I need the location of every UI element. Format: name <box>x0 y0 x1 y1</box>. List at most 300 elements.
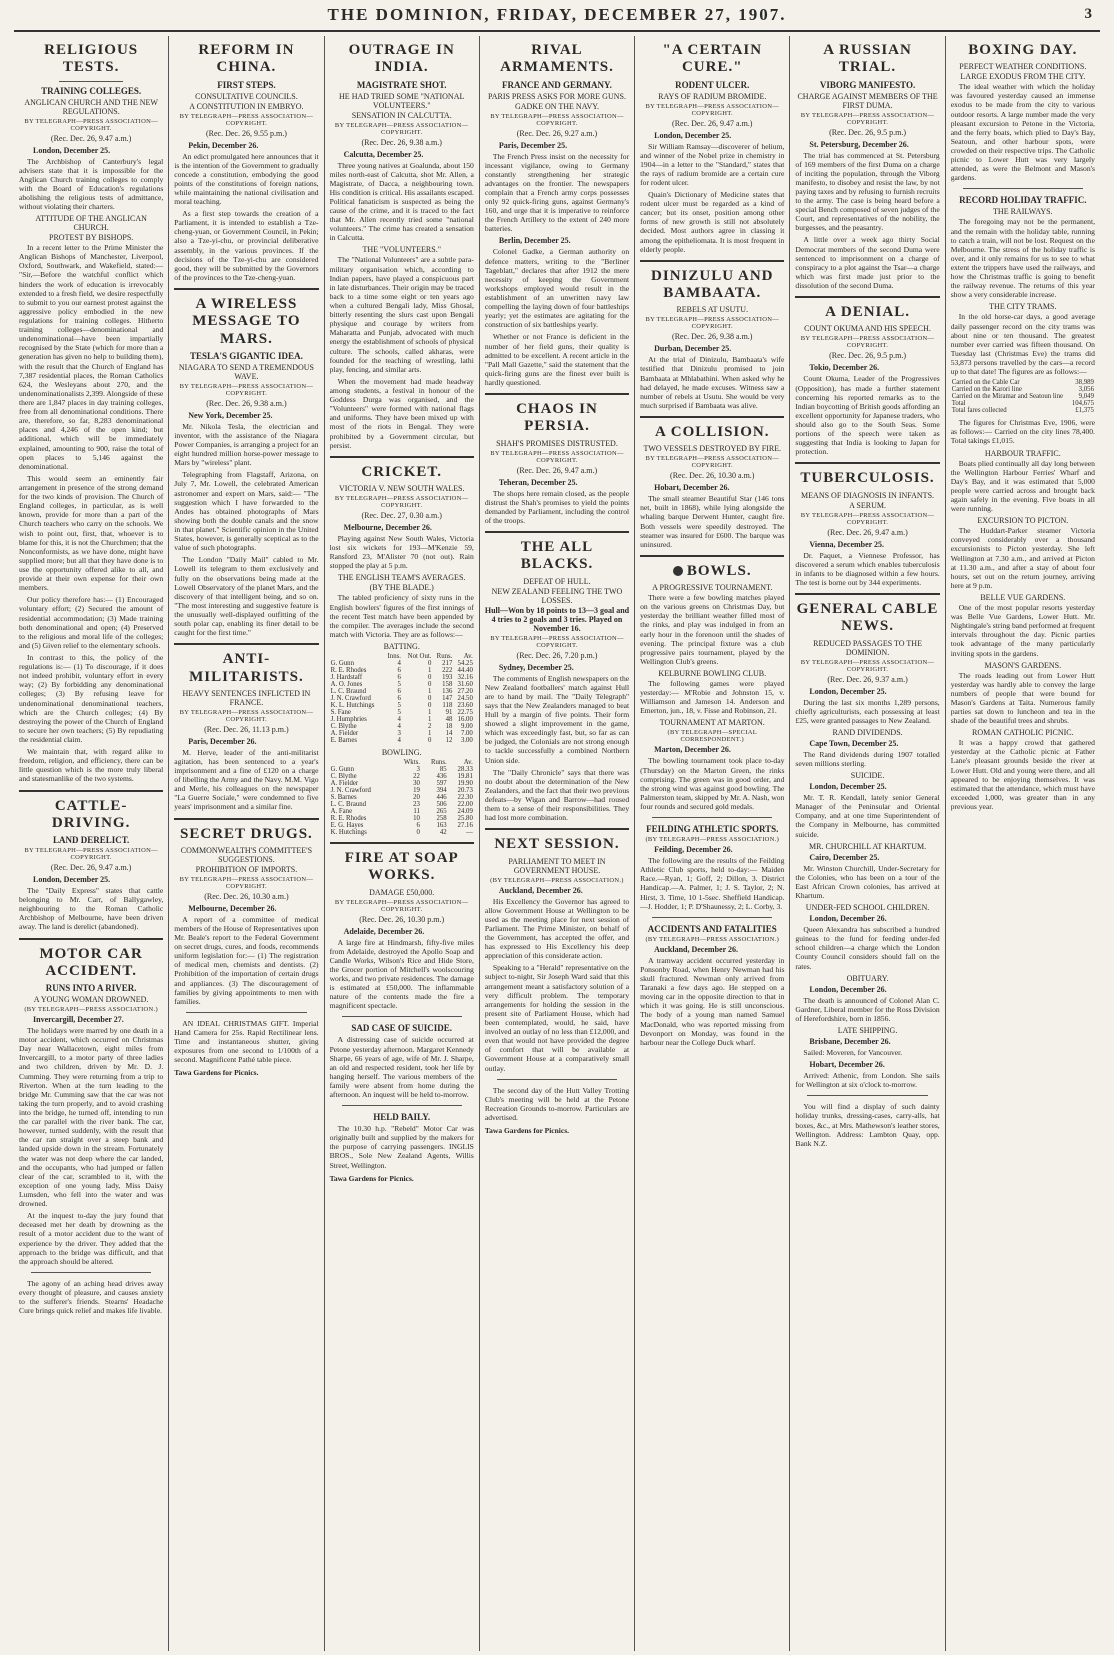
dateline: London, December 25. <box>809 686 887 696</box>
subhead: FIRST STEPS. <box>217 79 276 90</box>
table-cell: L. C. Braund <box>330 688 367 696</box>
table-title: BOWLING. <box>381 748 422 758</box>
table-cell: 1 <box>428 730 432 738</box>
byline: BY TELEGRAPH—PRESS ASSOCIATION—COPYRIGHT. <box>490 634 624 649</box>
trams-table <box>951 379 1095 414</box>
subhead: Hull—Won by 18 points to 13—3 goal and 4 tries to 2 goals and 3 tries. Played on November 16. <box>484 605 630 633</box>
table-cell: 16.00 <box>457 716 473 724</box>
headline-bowls <box>640 563 784 580</box>
subhead: SAD CASE OF SUICIDE. <box>351 1023 453 1034</box>
table-cell: J. N. Crawford <box>330 695 371 703</box>
bowling-ball-icon <box>673 566 683 576</box>
table-cell: 258 <box>436 815 447 823</box>
headline-religious-tests: RELIGIOUS TESTS. <box>44 42 139 76</box>
article-text: Count Okuma, Leader of the Progressives (Opposition), has made a further statement concerning his reported remarks as to the Indian boycotting of British goods affording an excellent opportunity for Japanese traders, who should also go to the South Seas. Some portions of the speech were taken as suggesting that India is looking to Japan for protection. <box>795 374 940 457</box>
table-cell: 3 <box>416 766 420 774</box>
byline: BY TELEGRAPH—PRESS ASSOCIATION—COPYRIGHT. <box>645 102 780 117</box>
article-text: A little over a week ago thirty Social Democrat members of the second Duma were sentenced to imprisonment on a charge of conspiracy to a plot against the Tsar—a charge which was first made just prior to the dissolution of the second Duma. <box>795 235 940 291</box>
advertisement-text: You will find a display of such dainty holiday trunks, dressing-cases, carry-alls, hat boxes, &c., at Mrs. Mathewson's leather stores, Wellington. Address: Lambton Quay, opp. Bank N.Z. <box>795 1102 940 1148</box>
article-text: In a recent letter to the Prime Minister the Anglican Bishops of Manchester, Liverpool, Oxford, Southwark, and Wakefield, stated:— "Sir,—Before the watchful conflict which hinders the work of education is irrevocably extended to a fresh field, we desire respectfully to submit to you our earnest protest against the aggressive policy embodied in the new regulations for training colleges. Hitherto training colleges—denominational and undenominational—have been impartially recognised by the State (which for more than a generation has given no help to building them), with the result that the Church of England has 7,387 residential places, the Roman Catholics 624, the Wesleyans about 270, and the undenominationalists 2,399. Alongside of these there are 1,847 places in day training colleges, free from all denominational conditions. There are, therefore, so far, 8,283 denominational places and 4,246 of the open kind; but additional, which will be immediately explained, amounting to 900, raise the total of open places to 5,146 against the denominational. <box>19 243 164 471</box>
article-text: M. Herve, leader of the anti-militarist agitation, has been sentenced to a year's imprisonment and a fine of £120 on a charge of libelling the Army and the Navy. M.M. Vigo and Merle, his colleagues on the newspaper "La Guerre Sociale," were condemned to five years' imprisonment and a similar fine. <box>174 747 319 812</box>
subhead: MR. CHURCHILL AT KHARTUM. <box>809 841 927 851</box>
table-cell: 9,049 <box>1078 393 1094 401</box>
table-row <box>330 780 474 787</box>
table-cell: 30 <box>413 780 420 788</box>
table-cell: 3 <box>397 730 401 738</box>
divider <box>330 842 474 844</box>
article-text: The holidays were marred by one death in a motor accident, which occurred on Christmas Day near Wallacetown, eight miles from Invercargill, to a motor party of three ladies and two children, driven by Mr. D. J. Cumming. They were returning from a trip to Riverton. When at the turn leading to the bridge Mr. Cumming saw that the car was not taking the turn properly, and to avoid crashing into the bridge, he turned off, intending to run the car parallel with the river bank. The car, however, turned suddenly, with the result that the car ran straight over a steep bank and landed upside down in the stream. Fortunately the water was not deep where the car landed, and the occupants, who had jumped or fallen clear of the car, scrambled to it, with the exception of one young lady, Miss Daisy Lumsden, who fell into the water and was drowned. <box>19 1026 164 1209</box>
headline-cattle-driving: CATTLE-DRIVING. <box>51 797 131 831</box>
dateline: London, December 25. <box>33 145 111 155</box>
table-cell: 6 <box>397 695 401 703</box>
subhead: RODENT ULCER. <box>675 79 750 90</box>
table-row <box>951 407 1095 414</box>
byline: BY TELEGRAPH—PRESS ASSOCIATION—COPYRIGHT. <box>800 335 935 350</box>
article-text: Mr. T. R. Kendall, lately senior General Manager of the Peninsular and Oriental Company, and at one time Superintendent of the Company in Melbourne, has committed suicide. <box>795 793 940 839</box>
table-cell: 5 <box>397 681 401 689</box>
subhead: THE "VOLUNTEERS." <box>362 245 441 255</box>
byline: BY TELEGRAPH—PRESS ASSOCIATION—COPYRIGHT. <box>800 658 935 673</box>
subhead: OBITUARY. <box>846 973 889 983</box>
table-cell: C. Blythe <box>330 773 357 781</box>
divider <box>174 288 318 290</box>
table-cell: A. Fielder <box>330 780 359 788</box>
article-text: We maintain that, with regard alike to freedom, religion, and efficiency, there can be little question which is the more truly liberal and statesmanlike of the two systems. <box>19 747 164 784</box>
table-cell: 18 <box>445 723 453 731</box>
subhead: RAND DIVIDENDS. <box>832 727 903 737</box>
table-cell: 54.25 <box>457 660 473 668</box>
byline: BY TELEGRAPH—PRESS ASSOCIATION—COPYRIGHT. <box>334 121 469 136</box>
dateline: Berlin, December 25. <box>498 236 571 246</box>
subhead: ANGLICAN CHURCH AND THE NEW REGULATIONS. <box>24 97 158 116</box>
divider <box>795 296 939 298</box>
dateline: Adelaide, December 26. <box>343 926 425 936</box>
subhead: THE CITY TRAMS. <box>989 302 1057 312</box>
column-6 <box>790 36 945 1651</box>
subhead: A YOUNG WOMAN DROWNED. <box>33 995 149 1005</box>
table-cell: 0 <box>428 660 432 668</box>
batting-table <box>330 653 474 744</box>
table-cell: 24.09 <box>457 808 473 816</box>
table-cell: 20 <box>413 794 420 802</box>
table-cell: 27.16 <box>457 822 473 830</box>
table-cell: J. Humphries <box>330 716 367 724</box>
table-cell: S. Barnes <box>330 794 357 802</box>
dateline: Durban, December 25. <box>654 344 732 354</box>
received-line: (Rec. Dec. 26, 9.47 a.m.) <box>50 863 132 872</box>
article-text: Arrived: Athenic, from London. She sails for Wellington at six o'clock to-morrow. <box>795 1071 940 1090</box>
table-cell: Inns. <box>387 653 401 661</box>
column-7 <box>946 36 1100 1651</box>
table-cell: L. C. Braund <box>330 801 367 809</box>
table-cell: 1 <box>428 709 432 717</box>
table-cell: 42 <box>439 829 447 837</box>
article-text: The figures for Christmas Eve, 1906, were as follows:— Carried on the city lines 78,400. Total takings £1,015. <box>950 418 1095 446</box>
table-cell: 91 <box>445 709 453 717</box>
ad-text: Tawa Gardens for Picnics. <box>329 1173 414 1183</box>
table-cell: 0 <box>416 829 420 837</box>
article-text: Mr. Nikola Tesla, the electrician and inventor, with the assistance of the Niagara Power Companies, is arranging a project for an eight hundred million horse-power message to Mars by "wireless" plant. <box>174 421 319 468</box>
headline-rival-armaments: RIVAL ARMAMENTS. <box>500 42 614 76</box>
dateline: Tokio, December 26. <box>809 363 880 373</box>
subhead: HELD BAILY. <box>373 1112 431 1123</box>
byline: BY TELEGRAPH—PRESS ASSOCIATION—COPYRIGHT. <box>334 898 469 913</box>
received-line: (Rec. Dec. 26, 9.47 a.m.) <box>516 465 598 475</box>
received-line: (Rec. Dec. 26, 9.47 a.m.) <box>672 118 753 128</box>
article-text: Our policy therefore has:— (1) Encouraged voluntary effort; (2) Secured the amount of residential accommodation; (3) Made training both denominational and open; (4) Preserved to the religious and moral life of the colleges; and (5) Given relief to the elementary schools. <box>19 595 164 650</box>
table-cell: J. N. Crawford <box>330 787 371 795</box>
received-line: (Rec. Dec. 26, 9.47 a.m.) <box>50 133 132 143</box>
table-cell: K. Hutchings <box>330 829 367 837</box>
article-text: As a first step towards the creation of a Parliament, it is intended to establish a Tze-cheng-yuan, or Government Council, in Pekin; also a Tze-yi-chu, or provincial deliberative assembly, in the various provinces. If the decisions of the Tze-yi-chu are considered good, they will be submitted by the Governors of the provinces to the Tze-cheng-yuan. <box>174 209 319 282</box>
table-cell: K. L. Hutchings <box>330 702 375 710</box>
table-cell <box>330 759 394 766</box>
article-text: The Huddart-Parker steamer Victoria conveyed considerably over a thousand excursionists to Picton yesterday. She left Wellington at 7.30 a.m., and arrived at Picton at 11.30 a.m., and after a stay of about four hours, set out on the return journey, arriving here at 9 p.m. <box>950 526 1095 590</box>
received-line: (Rec. Dec. 26, 9.38 a.m.) <box>361 137 442 147</box>
byline: BY TELEGRAPH—PRESS ASSOCIATION—COPYRIGHT. <box>645 316 780 331</box>
table-cell: E. G. Hayes <box>330 822 364 830</box>
table-row <box>330 737 474 744</box>
article-text: The following games were played yesterday:— M'Robie and Johnston 15, v. Williamson and Jameson 14. Anderson and Emerton, jun., 18, v. Fisse and Robinson, 21. <box>640 679 785 716</box>
table-cell: S. Fane <box>330 709 351 717</box>
table-cell: A. O. Jones <box>330 681 363 689</box>
article-text: The ideal weather with which the holiday was favoured yesterday caused an immense exodus to be made from the city to various outdoor resorts. A large number made the very pleasant excursion to Petone in the Victoria, and the ferry boats, which plied to Day's Bay, Seatoun, and other harbour spots, were crowded on their respective trips. The Catholic picnic to Lower Hutt was very largely attended, as were the Belmont and Mason's gardens. <box>950 82 1095 183</box>
byline: BY TELEGRAPH—PRESS ASSOCIATION—COPYRIGHT. <box>800 111 935 126</box>
divider <box>807 1095 927 1096</box>
advertisement-line <box>174 1068 318 1077</box>
divider <box>485 828 629 830</box>
dateline: London, December 25. <box>809 782 887 792</box>
headline-motor-car-accident: MOTOR CAR ACCIDENT. <box>39 945 143 979</box>
table-row <box>330 681 474 688</box>
table-cell: 265 <box>436 808 447 816</box>
table-cell: R. E. Rhodes <box>330 815 367 823</box>
table-row <box>330 709 474 716</box>
table-row <box>330 787 474 794</box>
table-row <box>330 773 474 780</box>
table-cell: 27.20 <box>457 688 473 696</box>
byline: BY TELEGRAPH—PRESS ASSOCIATION—COPYRIGHT. <box>334 495 469 510</box>
table-cell: 0 <box>428 681 432 689</box>
table-cell: 163 <box>436 822 447 830</box>
table-cell: 3,056 <box>1078 386 1094 394</box>
divider <box>19 790 163 792</box>
table-header-row <box>330 759 474 766</box>
subhead: ROMAN CATHOLIC PICNIC. <box>972 728 1074 738</box>
article-text: The second day of the Hutt Valley Trotting Club's meeting will be held at the Petone Recreation Grounds to-morrow. Particulars are advertised. <box>484 1085 630 1122</box>
byline: BY TELEGRAPH—PRESS ASSOCIATION—COPYRIGHT. <box>24 847 158 861</box>
table-row <box>951 386 1095 393</box>
divider <box>330 456 474 458</box>
byline: BY TELEGRAPH—PRESS ASSOCIATION—COPYRIGHT. <box>179 875 314 890</box>
subhead: NEW ZEALAND FEELING THE TWO LOSSES. <box>491 586 623 605</box>
divider <box>59 81 123 82</box>
byline: BY TELEGRAPH—PRESS ASSOCIATION—COPYRIGHT. <box>179 382 314 397</box>
article-text: The Rand dividends during 1907 totalled seven millions sterling. <box>795 749 940 768</box>
masthead <box>14 0 1100 32</box>
table-cell: Carried on the Miramar and Seatoun line <box>951 393 1064 401</box>
headline-russian-trial: A RUSSIAN TRIAL. <box>823 42 912 76</box>
dateline: London, December 25. <box>33 875 111 884</box>
table-cell: 5 <box>397 702 401 710</box>
table-row <box>330 695 474 702</box>
subhead: UNDER-FED SCHOOL CHILDREN. <box>805 903 930 913</box>
table-cell: Runs. <box>430 759 447 767</box>
table-row <box>330 801 474 808</box>
table-cell: 6 <box>416 822 420 830</box>
article-text: The Archbishop of Canterbury's legal advisers state that it is impossible for the Anglican Church training colleges to comply with the Board of Education's regulations abolishing the religious tests of admittance, without violating their charters. <box>19 156 164 212</box>
table-cell: 19 <box>413 787 420 795</box>
table-cell: 2 <box>428 723 432 731</box>
dateline: Melbourne, December 26. <box>343 523 432 533</box>
table-cell: £1,375 <box>1075 407 1094 415</box>
table-cell: 9.00 <box>460 723 473 731</box>
article-text: It was a happy crowd that gathered yesterday at the Catholic picnic at Father Lane's pleasant grounds beside the river at Lower Hutt. Old and young were there, and all appeared to be enjoying themselves. It was estimated that the attendance, which must have exceeded 1,000, was greater than in any previous year. <box>950 738 1095 812</box>
article-text: Whether or not France is deficient in the number of her field guns, their quality is admitted to be excellent. A recent article in the "Pall Mall Gazette," said the statement that the quick-firing guns are the finest ever built is hardly questioned. <box>484 332 630 388</box>
table-row <box>330 794 474 801</box>
table-cell: Av. <box>463 653 473 661</box>
subhead: ACCIDENTS AND FATALITIES <box>647 923 777 934</box>
byline: BY TELEGRAPH—PRESS ASSOCIATION—COPYRIGHT. <box>490 449 624 464</box>
page-number: 3 <box>1084 6 1094 22</box>
dateline: Paris, December 26. <box>188 736 257 746</box>
dateline: London, December 26. <box>809 914 887 924</box>
table-row <box>951 379 1095 386</box>
table-cell: 24.50 <box>457 695 473 703</box>
subhead: COUNT OKUMA AND HIS SPEECH. <box>804 324 931 334</box>
advertisement-text: The agony of an aching head drives away every thought of pleasure, and causes anxiety to the sufferer's friends. Stearns' Headache Cure brings quick relief and makes life livable. <box>19 1278 164 1316</box>
dateline: Feilding, December 26. <box>654 845 733 855</box>
table-row <box>951 393 1095 400</box>
divider <box>31 1272 151 1273</box>
headline-cricket: CRICKET. <box>361 463 443 480</box>
ad-text: Tawa Gardens for Picnics. <box>484 1126 570 1136</box>
table-title: BATTING. <box>383 642 420 652</box>
article-text: The "Daily Express" states that cattle belonging to Mr. Carr, of Ballygawley, neighbouring to the Roman Catholic Archbishop of Melbourne, have been driven away. The land is derelict (abandoned). <box>19 886 164 932</box>
divider <box>485 393 629 395</box>
subhead: PARIS PRESS ASKS FOR MORE GUNS. <box>487 91 626 101</box>
table-row <box>330 808 474 815</box>
received-line: (Rec. Dec. 26, 10.30 p.m.) <box>359 914 445 924</box>
table-cell: G. Gunn <box>330 660 354 668</box>
dateline: Invercargill, December 27. <box>33 1015 124 1025</box>
table-cell: 0 <box>428 674 432 682</box>
dateline: London, December 25. <box>654 130 732 140</box>
headline-next-session: NEXT SESSION. <box>494 836 620 853</box>
table-cell: 23 <box>413 801 420 809</box>
headline-outrage-in-india: OUTRAGE IN INDIA. <box>348 42 455 76</box>
table-cell: 1 <box>428 688 432 696</box>
headline-a-denial: A DENIAL. <box>825 304 910 321</box>
table-cell: 158 <box>442 681 453 689</box>
byline: (BY TELEGRAPH—PRESS ASSOCIATION.) <box>490 876 624 884</box>
bowling-table <box>330 759 474 836</box>
divider <box>174 818 318 820</box>
table-cell: 11 <box>413 808 420 816</box>
table-cell: Total <box>951 400 966 408</box>
headline-tuberculosis: TUBERCULOSIS. <box>800 470 935 487</box>
column-1 <box>14 36 169 1651</box>
table-cell: Carried on the Karori line <box>951 386 1022 394</box>
received-line: (Rec. Dec. 26, 9.37 a.m.) <box>827 674 908 684</box>
subhead: LARGE EXODUS FROM THE CITY. <box>960 72 1086 82</box>
table-cell: 193 <box>442 674 453 682</box>
subhead: VICTORIA V. NEW SOUTH WALES. <box>338 484 465 494</box>
byline: BY TELEGRAPH—PRESS ASSOCIATION—COPYRIGHT. <box>645 455 780 470</box>
byline: (BY TELEGRAPH—SPECIAL CORRESPONDENT.) <box>667 729 758 744</box>
divider <box>497 1079 617 1080</box>
subhead: TESLA'S GIGANTIC IDEA. <box>190 350 303 361</box>
table-cell: — <box>466 829 473 837</box>
byline: BY TELEGRAPH—PRESS ASSOCIATION—COPYRIGHT. <box>179 112 314 127</box>
dateline: Paris, December 25. <box>498 140 568 150</box>
subhead: RUNS INTO A RIVER. <box>45 983 137 994</box>
subhead: COMMONWEALTH'S COMMITTEE'S SUGGESTIONS. <box>180 845 313 864</box>
article-text: Sir William Ramsay—discoverer of helium, and winner of the Nobel prize in chemistry in 1904—in a letter to the "Standard," states that the rays of radium bromide are a certain cure for rodent ulcer. <box>640 141 785 187</box>
subhead: CHARGE AGAINST MEMBERS OF THE FIRST DUMA. <box>797 91 938 110</box>
received-line: (Rec. Dec. 26, 7.20 p.m.) <box>516 650 598 660</box>
received-line: (Rec. Dec. 26, 10.30 a.m.) <box>204 891 289 901</box>
article-text: The death is announced of Colonel Alan C. Gardner, Liberal member for the Ross Division of Herefordshire, born in 1856. <box>795 995 940 1023</box>
table-row <box>330 829 474 836</box>
table-cell: 1 <box>428 716 432 724</box>
table-cell: E. Barnes <box>330 737 357 745</box>
table-cell: 32.16 <box>457 674 473 682</box>
byline: BY TELEGRAPH—PRESS ASSOCIATION—COPYRIGHT. <box>800 511 935 526</box>
masthead-title: THE DOMINION, FRIDAY, DECEMBER 27, 1907. <box>327 5 787 24</box>
table-cell: 6 <box>397 674 401 682</box>
article-text: The London "Daily Mail" cabled to Mr. Lowell its telegram to them exclusively and fully on the observations being made at the Lowell Observatory of the planet Mars, and the discovery of that intelligent being, and so on. "The most interesting and suggestive feature is the unusually well-displayed outfitting of the south polar cap, enabling its finer detail to be caught for the first time." <box>174 555 319 638</box>
subhead: GADKE ON THE NAVY. <box>514 101 599 111</box>
article-text: One of the most popular resorts yesterday was Belle Vue Gardens, Lower Hutt. Mr. Nightingale's string band performed at frequent intervals throughout the day. Picnic parties took advantage of the many particularly inviting spots in the gardens. <box>950 602 1095 658</box>
table-cell: 19.81 <box>457 773 473 781</box>
table-cell: 22 <box>413 773 420 781</box>
article-text: At the inquest to-day the jury found that deceased met her death by drowning as the result of a motor accident due to the want of experience by the driver. They added that the approach to the bridge was difficult, and that the approach should be altered. <box>19 1211 164 1266</box>
article-text: Colonel Gadke, a German authority on defence matters, writing to the "Berliner Tageblatt," declares that after 1912 the mere necessity of keeping the Government workshops employed would result in the establishment of an unwritten navy law compelling the laying down of four battleships yearly; yet the estimates are agitating for the construction of six battleships yearly. <box>484 247 630 330</box>
article-text: The "Daily Chronicle" says that there was no doubt about the determination of the New Zealanders, and the fact that their two previous defeats—by Wigan and Barrow—had roused them to a sense of their responsibilities. They had lost more combination. <box>484 767 630 823</box>
subhead: REBELS AT USUTU. <box>676 305 749 315</box>
divider <box>485 531 629 533</box>
table-cell: 436 <box>436 773 447 781</box>
dateline: Auckland, December 26. <box>654 944 738 954</box>
table-cell: 4 <box>397 723 401 731</box>
subhead: FRANCE AND GERMANY. <box>502 79 612 90</box>
article-text: When the movement had made headway among students, a festival in honour of the Goddess Durga was organised, and the "Volunteers" were formed with national flags and uniforms. They have been mixed up with most of the riots in Bengal. They were prohibited by a Government circular, but persist. <box>329 376 474 450</box>
article-text: The tabled proficiency of sixty runs in the English bowlers' figures of the first innings of the recent Test match have been appended by the compiler. The averages include the second match with Victoria. They are as follows:— <box>329 593 474 639</box>
headline-reform-in-china: REFORM IN CHINA. <box>198 42 295 76</box>
subhead: PERFECT WEATHER CONDITIONS. <box>959 62 1087 72</box>
table-cell: 0 <box>428 737 432 745</box>
subhead: RAYS OF RADIUM BROMIDE. <box>658 91 767 101</box>
article-text: The "National Volunteers" are a subtle para-military organisation which, according to Indian papers, have played a conspicuous part in late disturbances. Their origin may be traced back to a time some eight or ten years ago when a cultured Bengali lady, Miss Ghosal, bitterly resenting the slurs cast upon Bengali physique and courage by writers from Maharatta and Punjab, advocated with much energy the establishment of schools of physical culture. The schools, called akharas, were founded for the teaching of wrestling, lathi play, fencing, and similar arts. <box>329 255 474 374</box>
divider <box>795 462 939 464</box>
table-cell: 4 <box>397 716 401 724</box>
article-text: In the old horse-car days, a good average daily passenger record on the city trams was about nine or ten thousand. The greatest number ever carried was fifteen thousand. On Tuesday last (Christmas Eve) the trams did 53,873 persons travelled by the cars—a record up to that date! The figures are as follows:— <box>950 312 1095 377</box>
article-text: The foregoing may not be the permanent, and the remain with the holiday table, running to catch a train, will not be lost. Request on the Melbourne. The stress of the holiday traffic is over, and it only remains for us to see to what extent the trippers have used the railways, and how the Christmas traffic is going to benefit the railway revenue. The returns of this year show a very considerable increase. <box>950 217 1095 300</box>
article-text: An edict promulgated here announces that it is the intention of the Government to gradually concede a constitution, embodying the good points of the constitutions of foreign nations, while maintaining the national civilisation and moral teaching. <box>174 151 319 207</box>
headline-text: BOWLS. <box>686 562 752 579</box>
article-text: His Excellency the Governor has agreed to allow Government House at Wellington to be used as the meeting place for next session of Parliament. The Prime Minister, on behalf of the Government, has accepted the offer, and has expressed to His Excellency his deep appreciation of this considerate action. <box>484 896 630 961</box>
table-cell: 222 <box>442 667 453 675</box>
subhead: THE ENGLISH TEAM'S AVERAGES. <box>338 573 466 583</box>
table-cell: Not Out. <box>407 653 432 661</box>
subhead: BELLE VUE GARDENS. <box>980 592 1066 602</box>
article-text: Speaking to a "Herald" representative on the subject to-night, Sir Joseph Ward said that this arrangement meant a satisfactory solution of a very difficult problem. The temporary arrangements for holding the session in the present site of Parliament House, which had been contemplated, would, he said, have involved an outlay of no less than £12,000, and even that would not have provided the degree of comfort that will be available at Government House at a comparatively small outlay. <box>484 963 630 1073</box>
table-row <box>951 400 1095 407</box>
article-text: A distressing case of suicide occurred at Petone yesterday afternoon. Margaret Kennedy Sharpe, 66 years of age, wife of Mr. J. Sharpe, an old and respected resident, took her life by hanging herself. The various members of the family were absent from home during the afternoon. An inquest will be held to-morrow. <box>329 1035 474 1100</box>
column-5 <box>635 36 790 1651</box>
dateline: Marton, December 26. <box>654 745 731 755</box>
headline-fire-at-soap-works: FIRE AT SOAP WORKS. <box>344 850 459 884</box>
table-cell: 4 <box>397 737 401 745</box>
headline-all-blacks: THE ALL BLACKS. <box>520 539 594 573</box>
table-cell: 446 <box>436 794 447 802</box>
table-cell: R. E. Rhodes <box>330 667 367 675</box>
subhead: REDUCED PASSAGES TO THE DOMINION. <box>813 638 922 657</box>
table-row <box>330 667 474 674</box>
column-3 <box>325 36 480 1651</box>
dateline: Melbourne, December 26. <box>188 903 277 913</box>
article-text: The small steamer Beautiful Star (146 tons net, built in 1868), while lying alongside the whaling barque Derwent Hunter, caught fire. Both vessels were speedily destroyed. The steamer was insured for £600. The barque was uninsured. <box>640 494 785 549</box>
ad-text: Tawa Gardens for Picnics. <box>174 1068 259 1078</box>
dateline: Auckland, December 26. <box>498 885 583 895</box>
dateline: Sydney, December 25. <box>498 662 574 672</box>
byline: BY TELEGRAPH—PRESS ASSOCIATION—COPYRIGHT. <box>24 117 158 132</box>
divider <box>640 260 784 262</box>
divider <box>342 1105 462 1106</box>
subhead: SHAH'S PROMISES DISTRUSTED. <box>496 438 618 448</box>
table-row <box>330 688 474 695</box>
table-cell: 22.75 <box>457 709 473 717</box>
table-row <box>330 730 474 737</box>
divider <box>795 593 939 595</box>
subhead: TWO VESSELS DESTROYED BY FIRE. <box>643 444 782 454</box>
divider <box>342 1016 462 1017</box>
table-row <box>330 674 474 681</box>
table-cell: 1 <box>428 667 432 675</box>
received-line: (Rec. Dec. 26, 9.5 p.m.) <box>829 351 906 361</box>
received-line: (Rec. Dec. 26, 11.13 p.m.) <box>204 724 289 734</box>
advertisement-text: AN IDEAL CHRISTMAS GIFT. Imperial Hand Camera for 25s. Rapid Rectilinear lens. Time and instantaneous shutter, giving exposures from one second to 1/100th of a second. Magnificent Pathé table piece. <box>174 1018 319 1065</box>
received-line: (Rec. Dec. 27, 0.30 a.m.) <box>361 511 442 521</box>
divider <box>19 938 163 940</box>
dateline: Cairo, December 25. <box>809 852 880 862</box>
table-cell: 394 <box>436 787 447 795</box>
byline: (BY TELEGRAPH—PRESS ASSOCIATION.) <box>645 836 780 844</box>
column-2 <box>169 36 324 1651</box>
article-text: The following are the results of the Feilding Athletic Club sports, held to-day:— Maiden Race.—Ryan, 1; Goff, 2; Dillon, 3. District Handicap.—A. Palmer, 1; J. S. Taylor, 2; N. Hirst, 3. Time, 10 1-5sec. Sheffield Handicap.—J. Hodder, 1; P. D'Shaunessy, 2; L. Corby, 3. <box>640 856 785 911</box>
subhead: A CONSTITUTION IN EMBRYO. <box>189 101 304 111</box>
article-text: This would seem an eminently fair arrangement in presence of the strong demand for the two kinds of provision. The Church of England colleges, in particular, as is well known, provide for more than a part of the Church teachers who carry on the schools. We wish to point out, first, that, whoever is to blame for this, it is not the Churchmen; that the Nonconformists, as we have done, might have supplied more; but all that they have done is to use the opportunity offered alike to all, and provide at their own expense for their own members. <box>19 473 164 593</box>
article-text: The roads leading out from Lower Hutt yesterday was hardly able to convey the large numbers of people that were bound for Mason's Gardens at Taita. Numerous family parties sat down to luncheon and tea in the shade of the beautiful trees and shrubs. <box>950 670 1095 726</box>
article-text: The comments of English newspapers on the New Zealand footballers' match against Hull are to hand by mail. The "Daily Telegraph" says that the New Zealanders managed to beat Hull by a margin of five points. Their form showed a slight improvement in the game, which was exceedingly fast, but, so far as can be judged, the Colonials are not strong enough to tackle successfully a combined Northern Union side. <box>484 673 630 765</box>
table-cell: 597 <box>436 780 447 788</box>
table-cell: 28.33 <box>457 766 473 774</box>
table-cell: 104,675 <box>1071 400 1094 408</box>
article-text: The trial has commenced at St. Petersburg of 169 members of the first Duma on a charge of inciting the population, through the Viborg manifesto, to disobey and resist the law, by not paying taxes and by refusing to furnish recruits to the army. The case is being heard before a special Bench composed of seven judges of the Court, and representatives of the nobility, the burgesses, and the peasantry. <box>795 150 940 233</box>
article-text: In contrast to this, the policy of the regulations is:— (1) To discourage, if it does not indeed prohibit, voluntary effort in every way; (2) By forbidding any denominational colleges; (3) By refusing leave for undenominational denominational teachers, which are the Church colleges; (4) By destroying the power of the Church of England to secure her own teachers; (5) By repudiating the residential claim. <box>19 652 164 744</box>
received-line: (Rec. Dec. 26, 9.38 a.m.) <box>672 332 753 342</box>
subhead: DAMAGE £50,000. <box>369 887 435 897</box>
article-text: Dr. Paquet, a Viennese Professor, has discovered a serum which enables tuberculosis in infants to be diagnosed within a few hours. The test is borne out by 344 experiments. <box>795 550 940 587</box>
dateline: Teheran, December 25. <box>498 477 578 487</box>
table-cell: 19.90 <box>457 780 473 788</box>
subhead: THE RAILWAYS. <box>993 207 1053 217</box>
article-text: The bowling tournament took place to-day (Thursday) on the Marton Green, the rinks comprising. The green was in good order, and the strong wind was against good bowling. The Palmerston team, skipped by Mr. A. Nash, won four rounds and secured gold medals. <box>640 756 785 811</box>
byline: (BY TELEGRAPH—PRESS ASSOCIATION.) <box>645 935 780 943</box>
dateline: Pekin, December 26. <box>188 140 259 150</box>
subhead: LATE SHIPPING. <box>837 1025 898 1035</box>
